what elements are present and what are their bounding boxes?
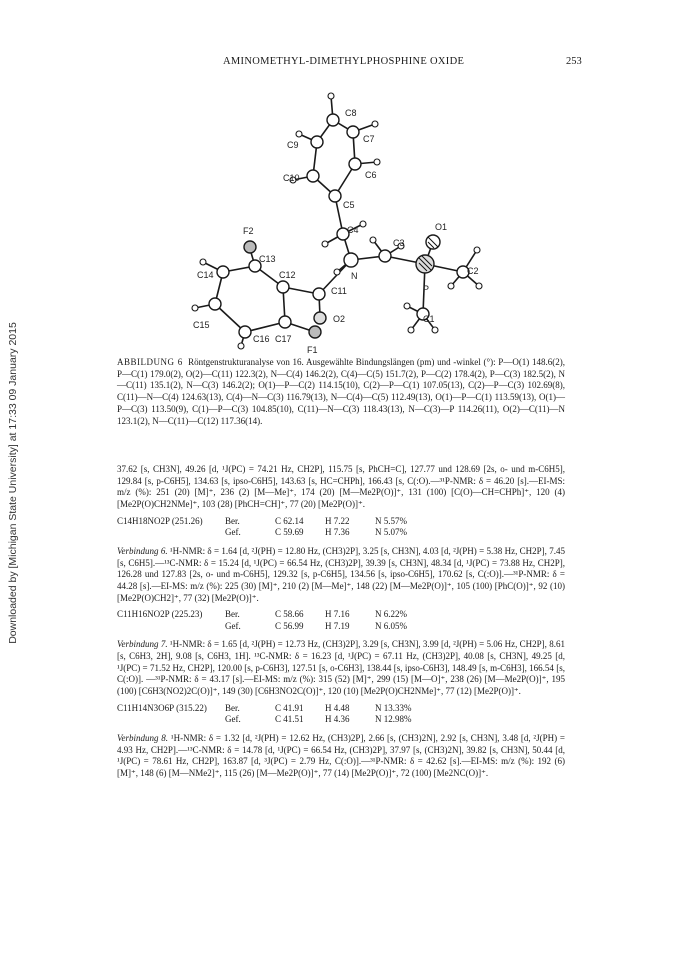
running-title: AMINOMETHYL-DIMETHYLPHOSPHINE OXIDE [223, 56, 465, 67]
label-f1: F1 [307, 345, 318, 355]
paragraph-lead: Verbindung 6. [117, 545, 168, 556]
label-o2: O2 [333, 314, 346, 324]
label-c13: C13 [259, 254, 276, 264]
caption-label: ABBILDUNG 6 [117, 357, 183, 367]
paragraph-text: ¹H-NMR: δ = 1.32 [d, ²J(PH) = 12.62 Hz, (CH3)2P], 2.66 [s, (CH3)2N], 2.92 [s, CH3N], 3.48 [d, ²J(PH) = 4.93 Hz, CH2P].—¹³C-NMR: δ = 14.78 [d, ¹J(PC) = 66.54 Hz, (CH3)2P], 37.97 [s, (CH3)2N], 39.82 [s, CH3N], 50.44 [d, ¹J(PC) = 78.61 Hz, CH2P], 163.87 [d, ³J(PC) = 2.79 Hz, C(:O)].—³¹P-NMR: δ = 42.62 [s].—EI-MS: m/z (%): 192 (6) [M]⁺, 148 (6) [M—NMe2]⁺, 115 (26) [M—Me2P(O)]⁺, 77 (14) [Me2P(O)]⁺, 72 (100) [Me2NC(O)]⁺. [117, 732, 566, 778]
label-c7: C7 [363, 134, 375, 144]
page-number: 253 [566, 56, 582, 67]
label-c16: C16 [253, 334, 270, 344]
download-watermark [4, 293, 22, 673]
atom-n [344, 253, 358, 267]
elemental-analysis: C14H18NO2P (251.26) Ber. C 62.14 H 7.22 N 5.57% Gef. C 59.69 H 7.36 N 5.07% [117, 515, 407, 538]
paragraph-text: 37.62 [s, CH3N], 49.26 [d, ¹J(PC) = 74.21 Hz, CH2P], 115.75 [s, PhCH=C], 127.77 und 128.69 [2s, o- und m-C6H5], 129.84 [s, p-C6H5], 134.63 [s, ipso-C6H5], 143.63 [s, HC=CHPh], 166.43 [s, C(:O).—³¹P-NMR: δ = 46.20 [s].—EI-MS: m/z (%): 251 (20) [M]⁺, 236 (2) [M—Me]⁺, 174 (20) [M—Me2P(O)]⁺, 131 (100) [C(O)—CH=CHPh]⁺, 120 (4) [Me2P(O)CH2NMe]⁺, 103 (28) [PhCH=CH]⁺, 77 (20) [Me2P(O)]⁺. [117, 464, 565, 510]
atom-c7 [347, 126, 359, 138]
paragraph-text: ¹H-NMR: δ = 1.64 [d, ²J(PH) = 12.80 Hz, (CH3)2P], 3.25 [s, CH3N], 4.03 [d, ²J(PH) = 5.38 Hz, CH2P], 7.45 [s, C6H5].—¹³C-NMR: δ = 15.24 [d, ¹J(PC) = 66.54 Hz, (CH3)2P], 39.39 [s, CH3N], 48.34 [d, ¹J(PC) = 73.88 Hz, CH2P], 126.28 und 127.83 [2s, o- und m-C6H5], 129.32 [s, p-C6H5], 134.56 [s, ipso-C6H5], 170.62 [s, C(:O)].—³¹P-NMR: δ = 44.28 [s].—EI-MS: m/z (%): 225 (30) [M]⁺, 210 (2) [M—Me]⁺, 148 (22) [M—Me2P(O)]⁺, 105 (100) [PhC(O)]⁺, 92 (10) [Me2P(O)CH2]⁺, 77 (32) [Me2P(O)]⁺. [117, 545, 565, 603]
atom-c16 [239, 326, 251, 338]
atom-f2 [244, 241, 256, 253]
analysis-formula: C11H16NO2P (225.23) [117, 609, 203, 620]
paragraph-lead: Verbindung 7. [117, 639, 168, 650]
paragraph-compound-6 [117, 546, 565, 605]
atom-c5 [329, 190, 341, 202]
label-c6: C6 [365, 170, 377, 180]
atom-o2 [314, 312, 326, 324]
atom-c3 [379, 250, 391, 262]
paragraph-compound-16 [117, 464, 565, 511]
analysis-formula: C11H14N3O6P (315.22) [117, 702, 207, 713]
label-c12: C12 [279, 270, 296, 280]
analysis-formula: C14H18NO2P (251.26) [117, 515, 203, 526]
label-c15: C15 [193, 320, 210, 330]
atom-f1 [309, 326, 321, 338]
experimental-section [117, 464, 565, 785]
atom-c17 [279, 316, 291, 328]
label-c14: C14 [197, 270, 214, 280]
label-p: P [423, 284, 430, 294]
label-c17: C17 [275, 334, 292, 344]
label-c1: C1 [423, 314, 435, 324]
label-c4: C4 [347, 225, 359, 235]
paragraph-text: ¹H-NMR: δ = 1.65 [d, ²J(PH) = 12.73 Hz, (CH3)2P], 3.29 [s, CH3N], 3.99 [d, ²J(PH) = 5.06 Hz, CH2P], 8.61 [s, C6H3, 2H], 9.08 [s, C6H3, 1H]. ¹³C-NMR: δ = 16.23 [d, ¹J(PC) = 67.11 Hz, (CH3)2P], 40.08 [s, CH3N], 49.25 [d, ¹J(PC) = 71.52 Hz, CH2P], 120.00 [s, p-C6H3], 127.51 [s, o-C6H3], 138.44 [s, ipso-C6H3], 148.49 [s, m-C6H3], 166.54 [s, C(:O)]. —³¹P-NMR: δ = 43.17 [s].—EI-MS: m/z (%): 315 (52) [M]⁺, 299 (15) [M—O]⁺, 238 (26) [M—Me2P(O)]⁺, 195 (100) [C6H3(NO2)2C(O)]⁺, 149 (30) [C6H3NO2C(O)]⁺, 120 (10) [Me2P(O)CH2NMe]⁺, 77 (12) [Me2P(O)]⁺. [117, 639, 565, 697]
label-c9: C9 [287, 140, 299, 150]
atom-c11 [313, 288, 325, 300]
label-c2: C2 [467, 266, 479, 276]
paragraph-compound-8 [117, 733, 565, 780]
atom-c14 [217, 266, 229, 278]
label-n: N [351, 271, 358, 281]
crystal-structure-figure [175, 84, 515, 356]
atom-c9 [311, 136, 323, 148]
paragraph-compound-7 [117, 639, 565, 698]
atom-markers [192, 93, 482, 349]
figure-caption [117, 357, 565, 427]
label-c3: C3 [393, 238, 405, 248]
label-o1: O1 [435, 222, 448, 232]
download-watermark-text: Downloaded by [Michigan State University] at 17:33 09 January 2015 [7, 322, 19, 644]
label-f2: F2 [243, 226, 254, 236]
paragraph-lead: Verbindung 8. [117, 732, 169, 743]
bond-lines [195, 96, 479, 346]
label-c8: C8 [345, 108, 357, 118]
label-c11: C11 [331, 286, 347, 296]
caption-text: Röntgenstrukturanalyse von 16. Ausgewählte Bindungslängen (pm) und -winkel (°): P—O(1) 148.6(2), P—C(1) 179.0(2), O(2)—C(11) 122.3(2), N—C(4) 146.2(2), C(4)—C(5) 151.7(2), P—C(2) 178.4(2), P—C(3) 182.5(2), N—C(11) 135.1(2), N—C(3) 146.2(2); O(1)—P—C(2) 114.15(10), C(2)—P—C(1) 107.05(13), C(2)—P—C(3) 102.69(8), C(11)—N—C(4) 124.63(13), C(4)—N—C(3) 116.79(13), N—C(4)—C(5) 112.49(13), O(1)—P—C(1) 113.59(13), O(1)—P—C(3) 113.50(9), C(1)—P—C(3) 104.85(10), C(11)—N—C(3) 118.43(13), N—C(3)—P 114.26(11), O(2)—C(11)—N 123.1(2), N—C(11)—C(12) 117.36(14). [117, 357, 566, 426]
atom-c15 [209, 298, 221, 310]
elemental-analysis: C11H14N3O6P (315.22) Ber. C 41.91 H 4.48 N 13.33% Gef. C 41.51 H 4.36 N 12.98% [117, 702, 412, 725]
atom-c12 [277, 281, 289, 293]
label-c10: C10 [283, 173, 300, 183]
atom-c10 [307, 170, 319, 182]
atom-c6 [349, 158, 361, 170]
label-c5: C5 [343, 200, 355, 210]
page-header [0, 56, 677, 72]
atom-c8 [327, 114, 339, 126]
elemental-analysis: C11H16NO2P (225.23) Ber. C 58.66 H 7.16 N 6.22% Gef. C 56.99 H 7.19 N 6.05% [117, 609, 407, 631]
